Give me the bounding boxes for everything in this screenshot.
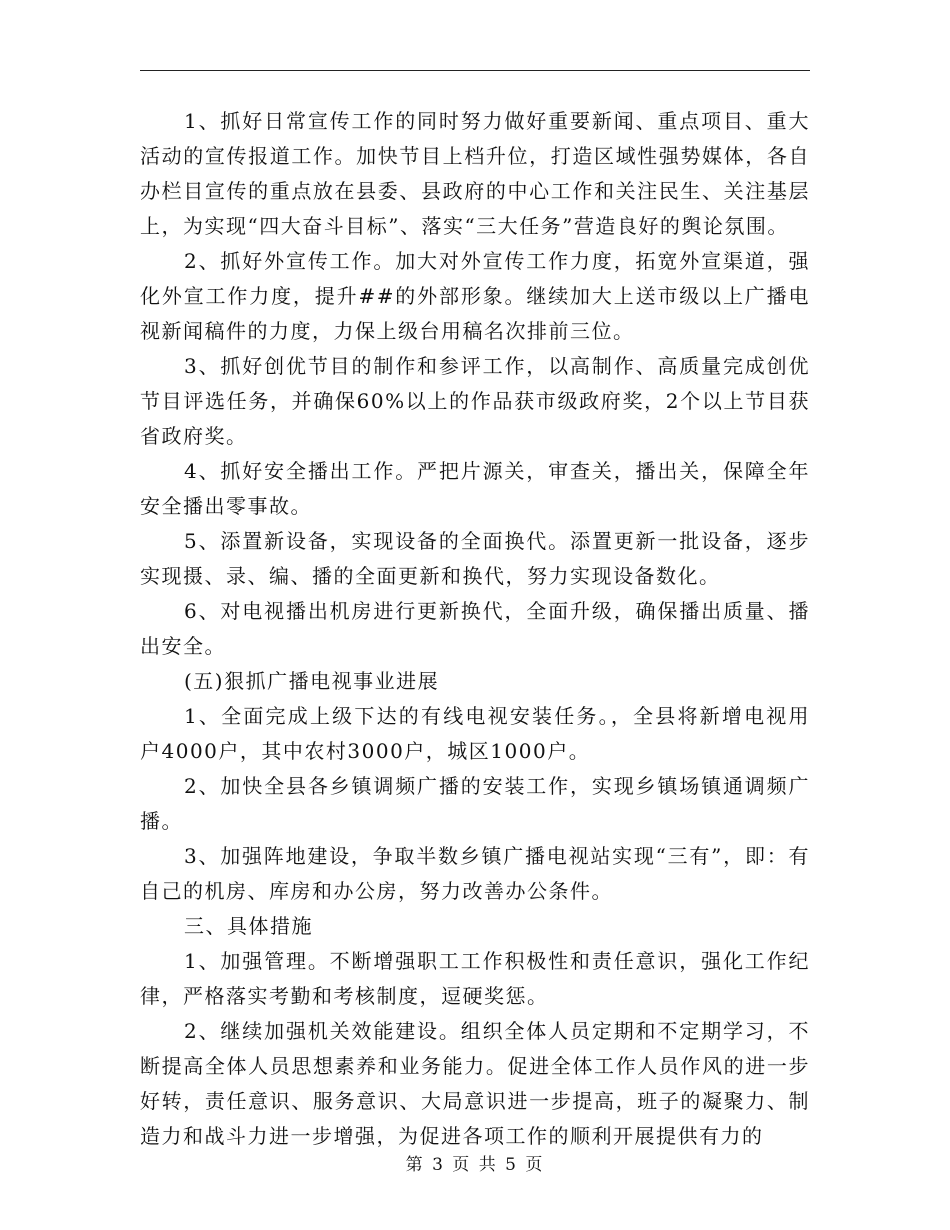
section-heading-measures: 三、具体措施 [184,914,313,938]
paragraph-6: 6、对电视播出机房进行更新换代，全面升级，确保播出质量、播出安全。 [140,599,810,658]
document-body [140,104,810,1154]
paragraph-8: 2、加快全县各乡镇调频广播的安装工作，实现乡镇场镇通调频广播。 [140,774,810,833]
section-heading-5: (五)狠抓广播电视事业进展 [184,669,440,693]
paragraph-9: 3、加强阵地建设，争取半数乡镇广播电视站实现“三有”，即：有自己的机房、库房和办公房，努力改善办公条件。 [140,844,810,903]
header-rule [140,70,810,71]
paragraph-7: 1、全面完成上级下达的有线电视安装任务。，全县将新增电视用户4000户，其中农村3000户，城区1000户。 [140,704,810,763]
paragraph-4: 4、抓好安全播出工作。严把片源关，审查关，播出关，保障全年安全播出零事故。 [140,459,810,518]
paragraph-10: 1、加强管理。不断增强职工工作积极性和责任意识，强化工作纪律，严格落实考勤和考核制度，逗硬奖惩。 [140,949,810,1008]
paragraph-11: 2、继续加强机关效能建设。组织全体人员定期和不定期学习，不断提高全体人员思想素养和业务能力。促进全体工作人员作风的进一步好转，责任意识、服务意识、大局意识进一步提高，班子的凝聚力、制造力和战斗力进一步增强，为促进各项工作的顺利开展提供有力的 [140,1019,810,1148]
paragraph-2: 2、抓好外宣传工作。加大对外宣传工作力度，拓宽外宣渠道，强化外宣工作力度，提升##的外部形象。继续加大上送市级以上广播电视新闻稿件的力度，力保上级台用稿名次排前三位。 [140,249,810,343]
paragraph-3: 3、抓好创优节目的制作和参评工作，以高制作、高质量完成创优节目评选任务，并确保60%以上的作品获市级政府奖，2个以上节目获省政府奖。 [140,354,810,448]
paragraph-5: 5、添置新设备，实现设备的全面换代。添置更新一批设备，逐步实现摄、录、编、播的全面更新和换代，努力实现设备数化。 [140,529,810,588]
page-number: 第 3 页 共 5 页 [405,1155,545,1175]
paragraph-1: 1、抓好日常宣传工作的同时努力做好重要新闻、重点项目、重大活动的宣传报道工作。加快节目上档升位，打造区域性强势媒体，各自办栏目宣传的重点放在县委、县政府的中心工作和关注民生、关注基层上，为实现“四大奋斗目标”、落实“三大任务”营造良好的舆论氛围。 [140,109,810,238]
